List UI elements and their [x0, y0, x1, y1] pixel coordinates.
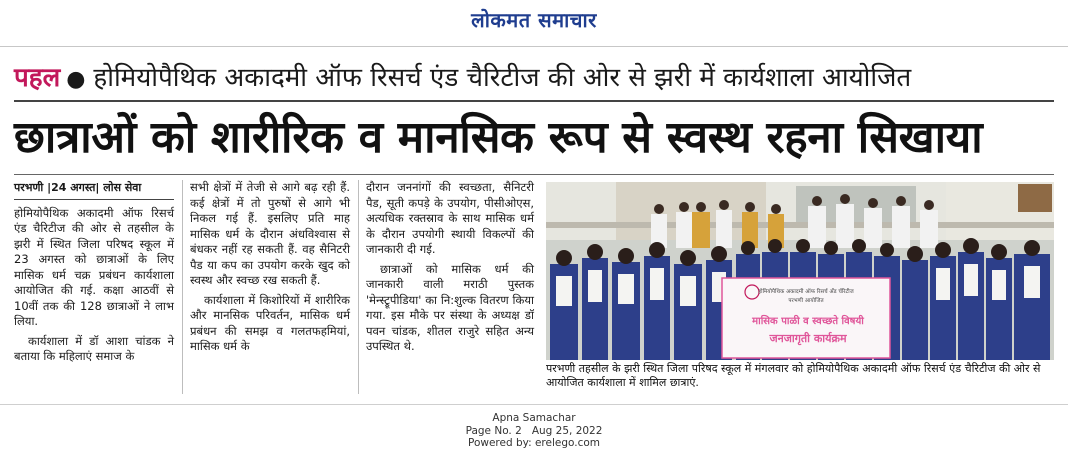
kicker-text: होमियोपैथिक अकादमी ऑफ रिसर्च एंड चैरिटीज की ओर से झरी में कार्यशाला आयोजित: [93, 63, 912, 93]
article-column-1: [14, 180, 174, 369]
photo-caption: परभणी तहसील के झरी स्थित जिला परिषद स्कूल में मंगलवार को होमियोपैथिक अकादमी ऑफ रिसर्च एंड चैरिटीज की ओर से आयोजित कार्यशाला में शामिल छात्राएं.: [546, 362, 1041, 389]
footer-page-line: [0, 425, 1068, 438]
footer-divider: [0, 404, 1068, 405]
kicker-divider: [14, 100, 1054, 102]
paragraph: सभी क्षेत्रों में तेजी से आगे बढ़ रही हैं. कई क्षेत्रों में तो पुरुषों से आगे भी निकल गई हैं. इसलिए प्रति माह मासिक धर्म के दौरान अंधविश्वास से बंधकर नहीं रह सकती हैं. वह सैनिटरी पैड या कप का उपयोग करके खुद को स्वस्थ और स्वच्छ रख सकती हैं.: [190, 180, 350, 287]
article-column-2: [190, 180, 350, 359]
paragraph: छात्राओं को मासिक धर्म की जानकारी वाली मराठी पुस्तक 'मेन्स्ट्रूपीडिया' का नि:शुल्क वितरण किया गया. इस मौके पर संस्था के अध्यक्ष डॉ पवन चांडक, शीतल राजुरे सहित अन्य उपस्थित थे.: [366, 261, 534, 353]
headline-divider: [14, 174, 1054, 175]
paragraph: दौरान जननांगों की स्वच्छता, सैनिटरी पैड, सूती कपड़े के उपयोग, पीसीओएस, अत्यधिक रक्तस्राव के साथ मासिक धर्म के दौरान उपयोगी स्थायी विकल्पों की जानकारी दी गई.: [366, 180, 534, 256]
article-column-3: [366, 180, 534, 359]
banner-org: होमियोपैथिक अकादमी ऑफ रिसर्च अँड चॅरिटीज: [758, 289, 854, 295]
banner-title: मासिक पाळी व स्वच्छते विषयी: [752, 316, 864, 327]
school-group-photo: [546, 182, 1054, 360]
awareness-banner: [722, 278, 890, 358]
footer-page: Page No. 2: [465, 424, 522, 437]
kicker-tag: पहल: [14, 63, 61, 93]
news-photo: [546, 182, 1054, 360]
footer: [0, 412, 1068, 450]
paragraph: कार्यशाला में किशोरियों में शारीरिक और मानसिक परिवर्तन, मासिक धर्म प्रबंधन की समझ व गलतफहमियां, मासिक धर्म के: [190, 292, 350, 353]
paragraph: होमियोपैथिक अकादमी ऑफ रिसर्च एंड चैरिटीज की ओर से तहसील के झरी में स्थित जिला परिषद स्कूल में 23 अगस्त को छात्राओं के लिए मासिक धर्म चक्र प्रबंधन कार्यशाला आयोजित की गई. कक्षा आठवीं से 10वीं तक की 128 छात्राओं ने लाभ लिया.: [14, 205, 174, 328]
kicker-line: [14, 58, 1054, 98]
paragraph: कार्यशाला में डॉ आशा चांडक ने बताया कि महिलाएं समाज के: [14, 333, 174, 363]
masthead-logo: लोकमत समाचार: [471, 8, 597, 32]
footer-powered: Powered by: erelego.com: [467, 437, 601, 449]
banner-place: परभणी आयोजित: [788, 298, 824, 304]
bullet-icon: ●: [66, 67, 86, 92]
top-divider: [0, 46, 1068, 47]
dateline: परभणी |24 अगस्त| लोस सेवा: [14, 180, 174, 200]
banner-subtitle: जनजागृती कार्यक्रम: [769, 332, 847, 345]
footer-publication: Apna Samachar: [492, 412, 576, 424]
column-divider: [182, 180, 183, 394]
column-divider: [358, 180, 359, 394]
headline: छात्राओं को शारीरिक व मानसिक रूप से स्वस्थ रहना सिखाया: [14, 112, 983, 163]
footer-date: Aug 25, 2022: [531, 424, 603, 437]
